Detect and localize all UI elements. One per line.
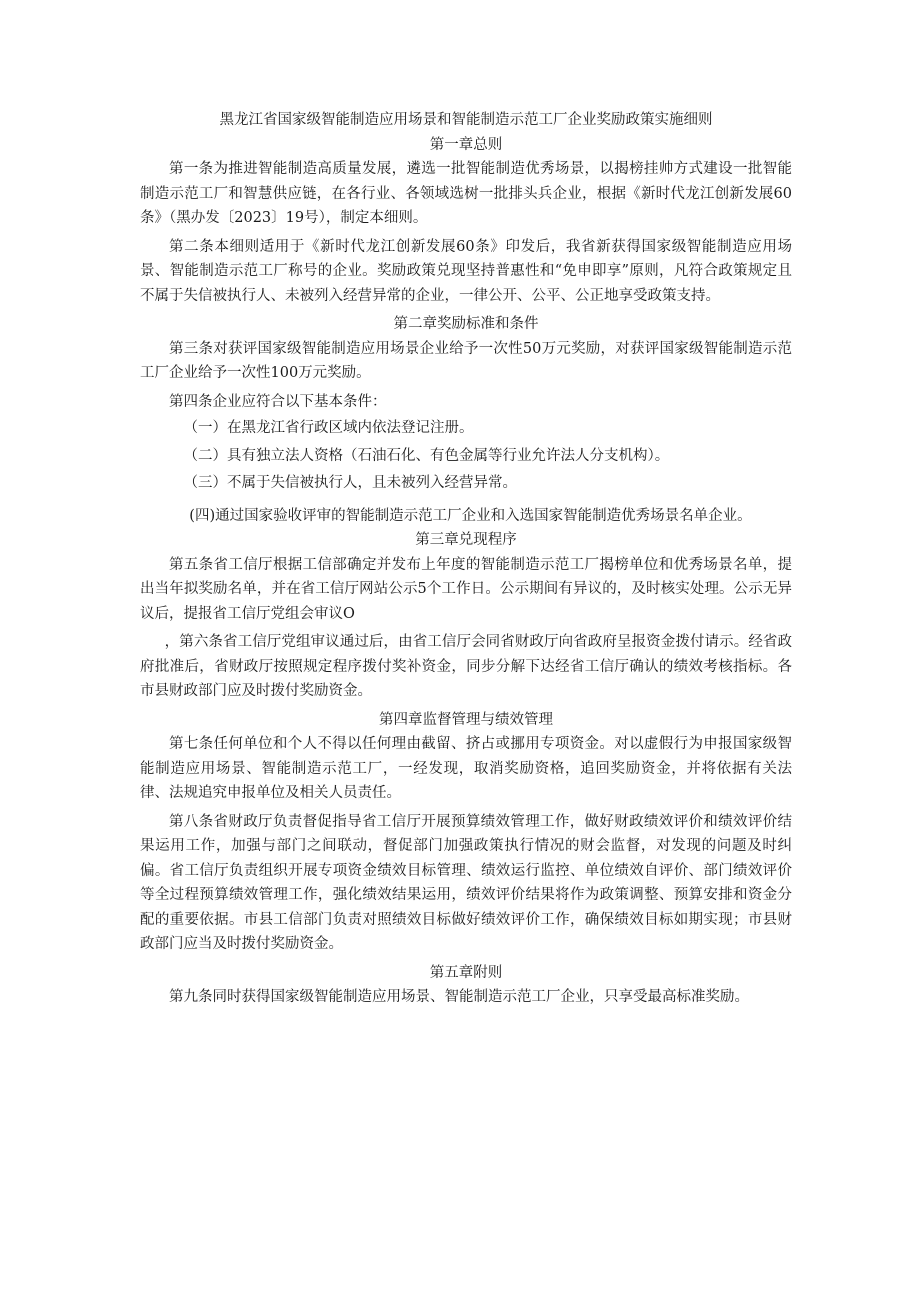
chapter-heading-1: 第一章总则 (429, 136, 503, 153)
article-7: 第七条任何单位和个人不得以任何理由截留、挤占或挪用专项资金。对以虚假行为申报国家级智能制造应用场景、智能制造示范工厂，一经发现，取消奖励资格，追回奖励资金，并将依据有关法律、法规追究申报单位及相关人员责任。 (140, 736, 792, 801)
article-3: 第三条对获评国家级智能制造应用场景企业给予一次性50万元奖励，对获评国家级智能制造示范工厂企业给予一次性100万元奖励。 (140, 340, 792, 381)
article-4: 第四条企业应符合以下基本条件： (169, 393, 387, 410)
chapter-heading-3: 第三章兑现程序 (415, 532, 517, 548)
condition-item-4: (四)通过国家验收评审的智能制造示范工厂企业和入选国家智能制造优秀场景名单企业。 (189, 507, 752, 524)
condition-item-2: （二）具有独立法人资格（石油石化、有色金属等行业允许法人分支机构）。 (183, 447, 670, 464)
chapter-heading-5: 第五章附则 (429, 964, 503, 981)
article-5: 第五条省工信厅根据工信部确定并发布上年度的智能制造示范工厂揭榜单位和优秀场景名单，提出当年拟奖励名单，并在省工信厅网站公示5个工作日。公示期间有异议的，及时核实处理。公示无异议后，提报省工信厅党组会审议O (140, 556, 792, 622)
article-6: ，第六条省工信厅党组审议通过后，由省工信厅会同省财政厅向省政府呈报资金拨付请示。经省政府批准后，省财政厅按照规定程序拨付奖补资金，同步分解下达经省工信厅确认的绩效考核指标。各市县财政部门应及时拨付奖励资金。 (140, 634, 792, 699)
document-title: 黑龙江省国家级智能制造应用场景和智能制造示范工厂企业奖励政策实施细则 (219, 112, 713, 128)
article-2: 第二条本细则适用于《新时代龙江创新发展60条》印发后，我省新获得国家级智能制造应用场景、智能制造示范工厂称号的企业。奖励政策兑现坚持普惠性和“免申即享”原则，凡符合政策规定且不属于失信被执行人、未被列入经营异常的企业，一律公开、公平、公正地享受政策支持。 (140, 238, 792, 304)
chapter-heading-4: 第四章监督管理与绩效管理 (379, 711, 553, 728)
article-9: 第九条同时获得国家级智能制造应用场景、智能制造示范工厂企业，只享受最高标准奖励。 (169, 989, 749, 1005)
article-1: 第一条为推进智能制造高质量发展，遴选一批智能制造优秀场景，以揭榜挂帅方式建设一批智能制造示范工厂和智慧供应链，在各行业、各领域选树一批排头兵企业，根据《新时代龙江创新发展60条》（黑办发〔2023〕19号），制定本细则。 (140, 161, 792, 226)
chapter-heading-2: 第二章奖励标准和条件 (393, 316, 539, 332)
article-8: 第八条省财政厅负责督促指导省工信厅开展预算绩效管理工作，做好财政绩效评价和绩效评价结果运用工作，加强与部门之间联动，督促部门加强政策执行情况的财会监督，对发现的问题及时纠偏。省工信厅负责组织开展专项资金绩效目标管理、绩效运行监控、单位绩效自评价、部门绩效评价等全过程预算绩效管理工作，强化绩效结果运用，绩效评价结果将作为政策调整、预算安排和资金分配的重要依据。市县工信部门负责对照绩效目标做好绩效评价工作，确保绩效目标如期实现；市县财政部门应当及时拨付奖励资金。 (140, 813, 792, 952)
condition-item-1: （一）在黑龙江省行政区域内依法登记注册。 (183, 420, 474, 436)
document-page (140, 108, 792, 1014)
condition-item-3: （三）不属于失信被执行人，且未被列入经营异常。 (183, 475, 517, 491)
